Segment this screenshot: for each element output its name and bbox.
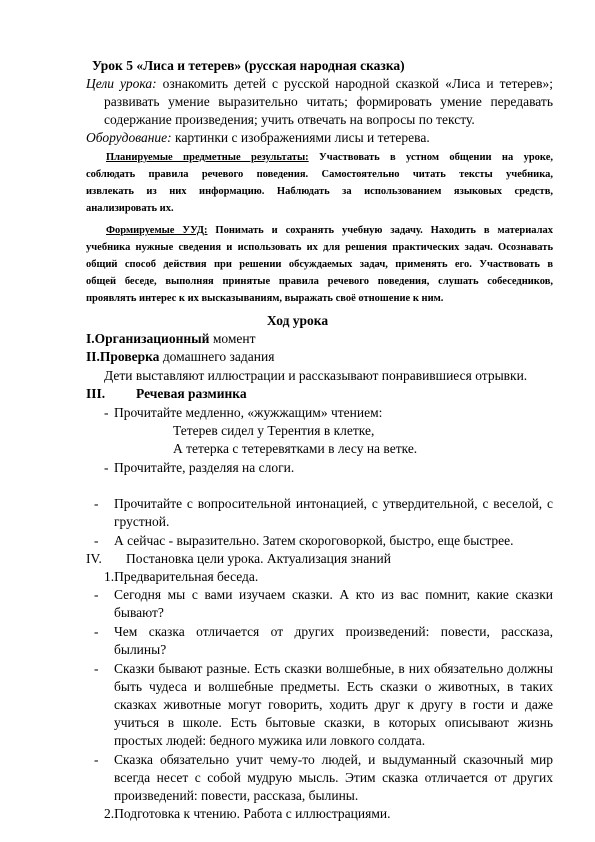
goals-line-3: содержание произведения; учить отвечать на вопросы по тексту. <box>104 112 475 127</box>
list-dash: - <box>94 661 99 676</box>
verse-line-2: А тетерка с тетеревятками в лесу на ветке. <box>173 441 418 456</box>
subsection-2: 2.Подготовка к чтению. Работа с иллюстрациями. <box>104 806 391 821</box>
list-dash: - <box>94 496 99 511</box>
goals-line-2: развивать умение выразительно читать; формировать умение передавать <box>104 94 553 109</box>
section-3-title: Речевая разминка <box>136 386 247 401</box>
section-2-text: Дети выставляют иллюстрации и рассказывают понравившиеся отрывки. <box>104 368 528 383</box>
uud-line-2: учебника нужные сведения и использовать их для решения практических задач. Осознавать <box>86 242 553 253</box>
talk-a1-line-4: учиться в школе. Есть бытовые сказки, в которых описывают жизнь <box>114 715 553 730</box>
list-dash: - <box>104 460 109 475</box>
talk-q1-line-1: Сегодня мы с вами изучаем сказки. А кто из вас помнит, какие сказки <box>114 587 553 602</box>
section-1: I.Организационный момент <box>86 331 256 346</box>
course-heading: Ход урока <box>266 313 329 328</box>
talk-q2-line-1: Чем сказка отличается от других произведений: повести, рассказа, <box>114 624 553 639</box>
list-dash: - <box>94 533 99 548</box>
lesson-title: Урок 5 «Лиса и тетерев» (русская народная сказка) <box>92 58 405 73</box>
talk-q2-line-2: былины? <box>114 642 167 657</box>
list-dash: - <box>94 587 99 602</box>
list-dash: - <box>104 405 109 420</box>
planned-line-4: анализировать их. <box>86 203 174 214</box>
equipment-line: Оборудование: картинки с изображениями лисы и тетерева. <box>86 130 430 145</box>
list-dash: - <box>94 752 99 767</box>
talk-a1-line-1: Сказки бывают разные. Есть сказки волшебные, в них обязательно должны <box>114 661 553 676</box>
warmup-item-2: Прочитайте, разделяя на слоги. <box>114 460 295 475</box>
verse-line-1: Тетерев сидел у Терентия в клетке, <box>173 423 375 438</box>
uud-line-3: общий способ действия при решении обсуждаемых задач, применять его. Участвовать в <box>86 259 553 270</box>
planned-line-3: извлекать из них информацию. Наблюдать за использованием языковых средств, <box>86 186 553 197</box>
section-3-num: III. <box>86 386 106 401</box>
list-dash: - <box>94 624 99 639</box>
warmup-item-3-line-1: Прочитайте с вопросительной интонацией, с утвердительной, с веселой, с <box>114 496 553 511</box>
section-2: II.Проверка домашнего задания <box>86 349 275 364</box>
planned-line-1: Планируемые предметные результаты: Участвовать в устном общении на уроке, <box>106 152 553 163</box>
warmup-item-4: А сейчас - выразительно. Затем скороговоркой, быстро, еще быстрее. <box>114 533 514 548</box>
section-4-title: Постановка цели урока. Актуализация знаний <box>126 551 391 566</box>
subsection-1: 1.Предварительная беседа. <box>104 569 259 584</box>
talk-a1-line-2: быть чудеса и волшебные предметы. Есть сказки о животных, в таких <box>114 679 553 694</box>
talk-a2-line-3: произведений: повести, рассказа, былины. <box>114 788 359 803</box>
talk-a1-line-5: простых людей: бедного мужика или ловкого солдата. <box>114 733 426 748</box>
warmup-item-1: Прочитайте медленно, «жужжащим» чтением: <box>114 405 383 420</box>
uud-line-4: общей беседе, выполняя принятые правила речевого поведения, слушать собеседников, <box>86 276 553 287</box>
section-4-num: IV. <box>86 551 102 566</box>
uud-line-5: проявлять интерес к их высказываниям, выражать своё отношение к ним. <box>86 293 444 304</box>
goals-line-1: Цели урока: ознакомить детей с русской народной сказкой «Лиса и тетерев»; <box>86 76 553 91</box>
talk-a1-line-3: сказках животные могут говорить, ходить друг к другу в гости и даже <box>114 697 553 712</box>
talk-a2-line-1: Сказка обязательно учит чему-то людей, и выдуманный сказочный мир <box>114 752 553 767</box>
planned-line-2: соблюдать правила речевого поведения. Самостоятельно читать тексты учебника, <box>86 169 553 180</box>
talk-q1-line-2: бывают? <box>114 605 164 620</box>
uud-line-1: Формируемые УУД: Понимать и сохранять учебную задачу. Находить в материалах <box>106 225 554 236</box>
warmup-item-3-line-2: грустной. <box>114 514 170 529</box>
talk-a2-line-2: всегда несет с собой мудрую мысль. Этим сказка отличается от других <box>114 770 553 785</box>
